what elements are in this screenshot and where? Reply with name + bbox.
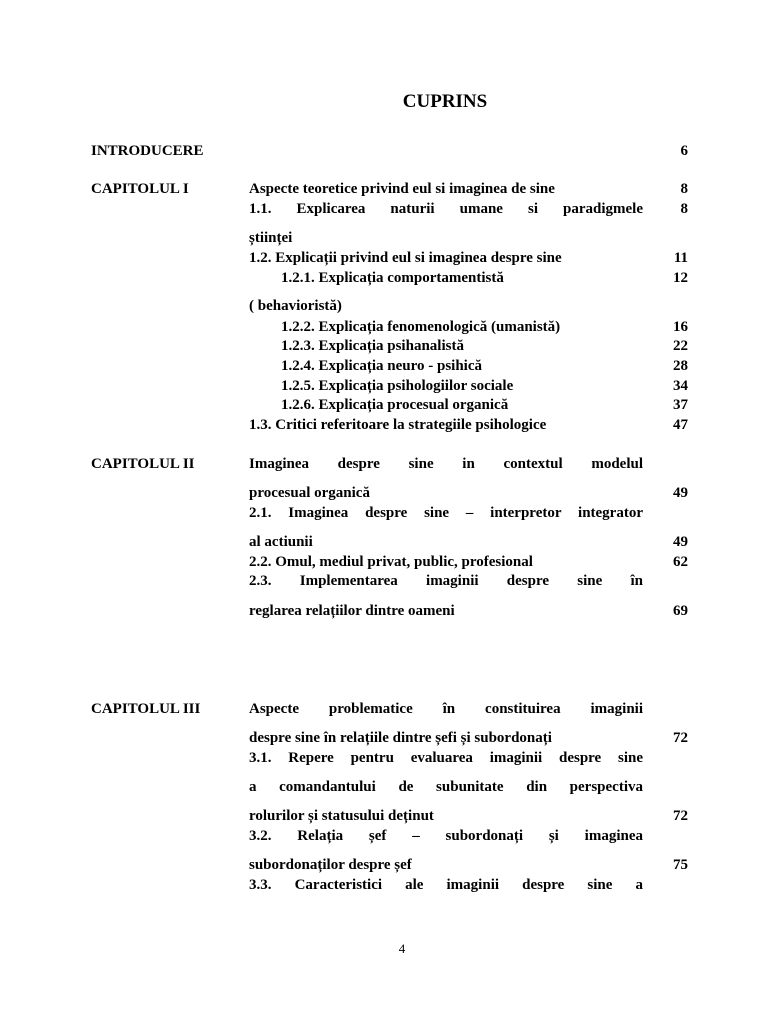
toc-entry-title: Aspecte problematice în constituirea imaginii	[249, 701, 643, 717]
toc-entry-page: 22	[673, 338, 688, 354]
toc-entry-title: 3.3. Caracteristici ale imaginii despre sine a	[249, 877, 643, 893]
page-number: 4	[398, 941, 406, 956]
toc-entry-page: 11	[673, 250, 688, 266]
toc-entry-page: 16	[673, 319, 688, 335]
toc-entry-page: 28	[673, 358, 688, 374]
toc-entry-page: 75	[673, 857, 688, 873]
toc-entry-page: 49	[673, 534, 688, 550]
toc-entry-title-cont: rolurilor și statusului deținut	[249, 808, 434, 824]
page-title: CUPRINS	[402, 91, 488, 112]
toc-subentry-title: 1.2.5. Explicația psihologiilor sociale	[281, 378, 514, 394]
toc-entry-page: 62	[673, 554, 688, 570]
toc-entry-page: 49	[673, 485, 688, 501]
toc-entry-title-cont: al actiunii	[249, 534, 313, 550]
toc-entry-title: 1.2. Explicații privind eul si imaginea despre sine	[249, 250, 562, 266]
chapter-3-label: CAPITOLUL III	[91, 701, 201, 717]
toc-entry-title-cont: procesual organică	[249, 485, 370, 501]
toc-entry-title-cont: subordonaților despre șef	[249, 857, 412, 873]
toc-entry-title: 2.1. Imaginea despre sine – interpretor integrator	[249, 505, 643, 521]
toc-subentry-title: 1.2.4. Explicația neuro - psihică	[281, 358, 482, 374]
toc-entry-page: 34	[673, 378, 688, 394]
toc-entry-title-cont: a comandantului de subunitate din perspectiva	[249, 779, 643, 795]
toc-entry-title: 2.3. Implementarea imaginii despre sine în	[249, 573, 643, 589]
toc-entry-page: 8	[680, 201, 688, 217]
toc-entry-page: 47	[673, 417, 688, 433]
chapter-1-label: CAPITOLUL I	[91, 181, 189, 197]
toc-entry-title-cont: despre sine în relațiile dintre șefi și subordonați	[249, 730, 552, 746]
toc-entry-title-cont: reglarea relațiilor dintre oameni	[249, 603, 455, 619]
toc-entry-title: 1.3. Critici referitoare la strategiile psihologice	[249, 417, 547, 433]
toc-subentry-title: 1.2.6. Explicația procesual organică	[281, 397, 509, 413]
toc-subentry-title: 1.2.2. Explicația fenomenologică (umanistă)	[281, 319, 561, 335]
toc-entry-page: 69	[673, 603, 688, 619]
toc-subentry-title: 1.2.1. Explicația comportamentistă	[281, 270, 504, 286]
toc-entry-title: Aspecte teoretice privind eul si imaginea de sine	[249, 181, 555, 197]
toc-entry-page: 72	[673, 730, 688, 746]
toc-entry-title: Imaginea despre sine in contextul modelul	[249, 456, 643, 472]
toc-entry-title: 2.2. Omul, mediul privat, public, profesional	[249, 554, 533, 570]
toc-entry-page: 8	[680, 181, 688, 197]
toc-entry-title: 3.1. Repere pentru evaluarea imaginii despre sine	[249, 750, 643, 766]
toc-entry-title-cont: ( behavioristă)	[249, 298, 342, 314]
toc-introducere-page: 6	[680, 143, 688, 159]
toc-entry-page: 72	[673, 808, 688, 824]
chapter-2-label: CAPITOLUL II	[91, 456, 195, 472]
toc-entry-page: 37	[673, 397, 688, 413]
toc-entry-title: 3.2. Relația șef – subordonați și imaginea	[249, 828, 643, 844]
toc-entry-title: 1.1. Explicarea naturii umane si paradigmele	[249, 201, 643, 217]
toc-subentry-title: 1.2.3. Explicația psihanalistă	[281, 338, 464, 354]
toc-entry-title-cont: științei	[249, 230, 293, 246]
toc-entry-page: 12	[673, 270, 688, 286]
toc-introducere-label: INTRODUCERE	[91, 143, 204, 159]
